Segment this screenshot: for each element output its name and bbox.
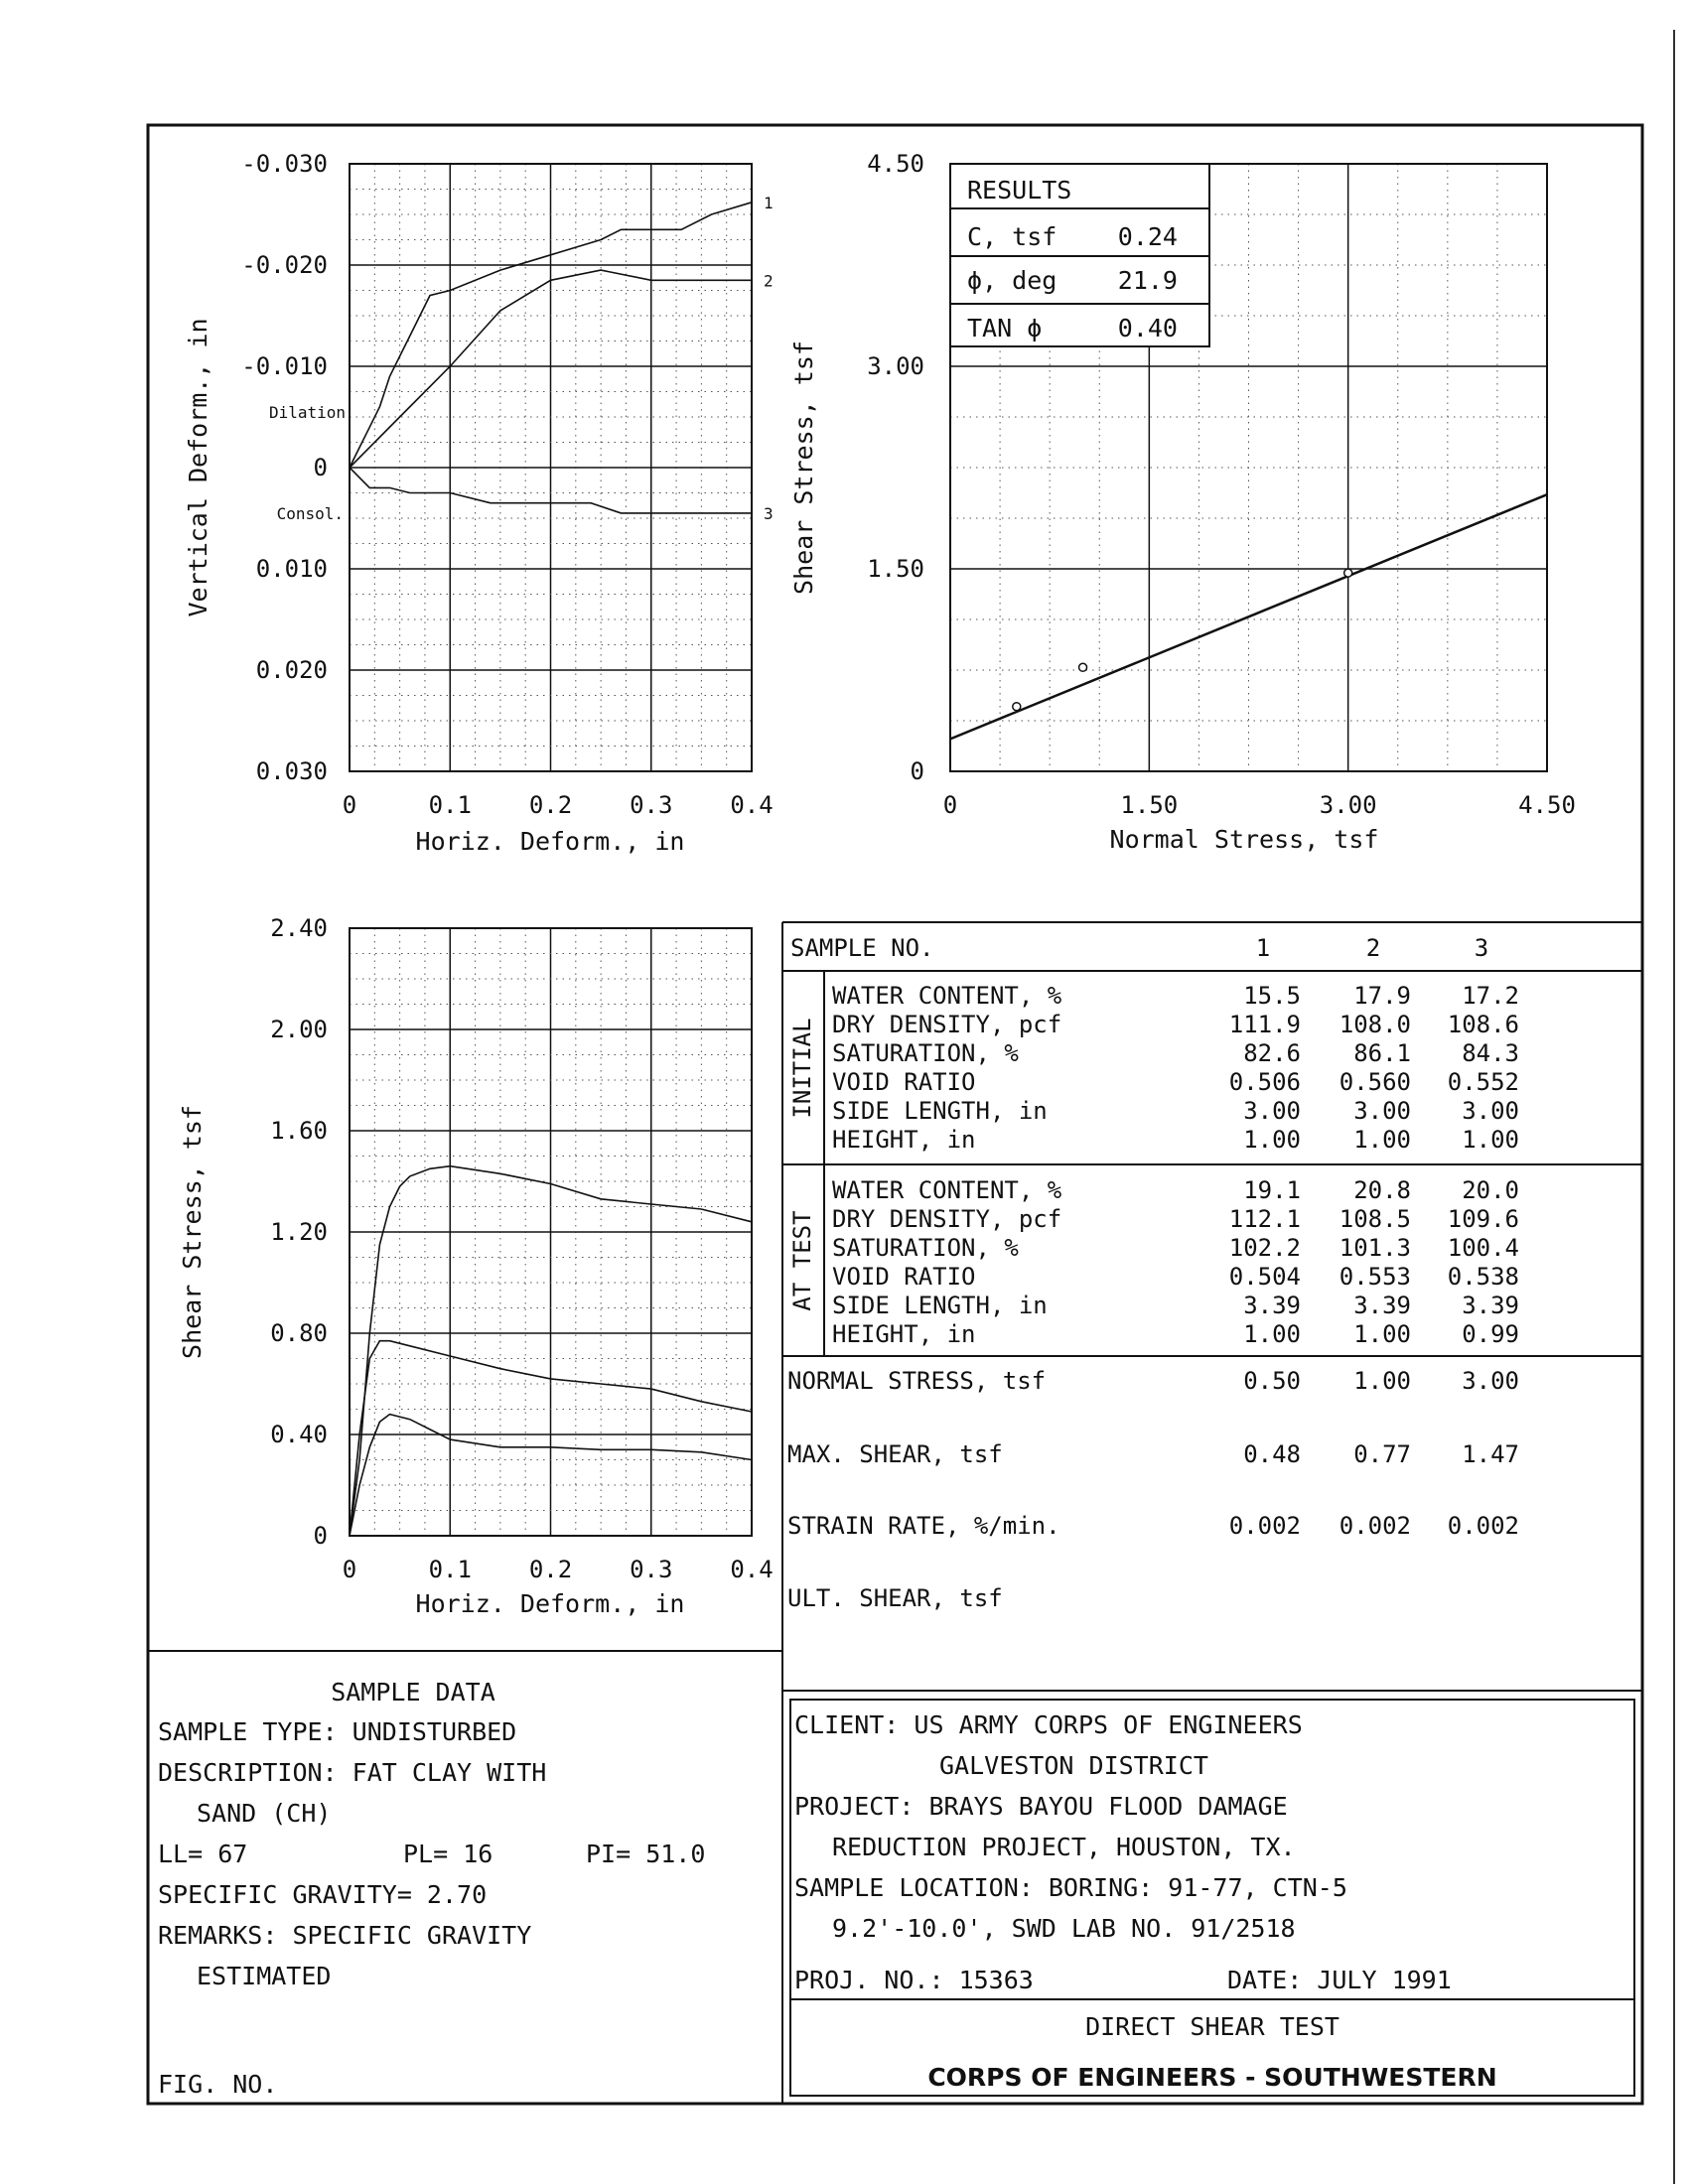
initial-row-value: 1.00 — [1462, 1126, 1519, 1154]
initial-row-value: 111.9 — [1228, 1011, 1301, 1038]
client-line-2: GALVESTON DISTRICT — [939, 1751, 1208, 1780]
y-tick-label: 1.60 — [270, 1117, 328, 1145]
x-tick-label: 0.4 — [730, 1556, 774, 1583]
summary-row-label: MAX. SHEAR, tsf — [787, 1440, 1003, 1468]
shear-stress-chart — [178, 914, 774, 1618]
y-tick-label: 0.030 — [255, 757, 328, 785]
y-tick-label: 0 — [313, 454, 328, 481]
initial-row-value: 3.00 — [1462, 1097, 1519, 1125]
summary-row-value: 3.00 — [1462, 1367, 1519, 1395]
x-tick-label: 0 — [942, 791, 958, 819]
results-c-label: C, tsf — [967, 222, 1058, 251]
y-tick-label: 0.020 — [255, 656, 328, 684]
y-tick-label: -0.020 — [241, 251, 328, 279]
summary-row-value: 0.50 — [1243, 1367, 1301, 1395]
summary-row-value: 0.002 — [1339, 1512, 1411, 1540]
data-point — [1079, 663, 1087, 671]
title-block — [790, 1700, 1634, 2096]
at-test-row-value: 100.4 — [1447, 1234, 1519, 1262]
summary-row-label: ULT. SHEAR, tsf — [787, 1584, 1003, 1612]
y-tick-label: 4.50 — [867, 150, 924, 178]
y-tick-label: 0 — [910, 757, 924, 785]
initial-row-label: SATURATION, % — [832, 1039, 1019, 1067]
data-point — [1344, 569, 1352, 577]
summary-row-value: 0.48 — [1243, 1440, 1301, 1468]
sample-data-block — [158, 1678, 705, 2099]
initial-row-value: 1.00 — [1243, 1126, 1301, 1154]
initial-row-label: DRY DENSITY, pcf — [832, 1011, 1062, 1038]
results-tan-value: 0.40 — [1117, 314, 1178, 342]
at-test-rows — [832, 1176, 1519, 1348]
summary-row-value: 0.002 — [1447, 1512, 1519, 1540]
remarks-line-1: REMARKS: SPECIFIC GRAVITY — [158, 1921, 532, 1950]
consol-annotation: Consol. — [276, 504, 344, 523]
fit-line — [950, 494, 1547, 739]
initial-row-value: 84.3 — [1462, 1039, 1519, 1067]
at-test-row-value: 102.2 — [1228, 1234, 1301, 1262]
x-tick-label: 0.3 — [630, 1556, 673, 1583]
chart-grid — [350, 928, 752, 1536]
summary-row-label: STRAIN RATE, %/min. — [787, 1512, 1060, 1540]
x-axis-label: Horiz. Deform., in — [415, 1589, 685, 1618]
y-tick-label: -0.010 — [241, 352, 328, 380]
at-test-row-value: 108.5 — [1339, 1205, 1411, 1233]
sample-no-label: SAMPLE NO. — [790, 934, 934, 962]
initial-row-label: HEIGHT, in — [832, 1126, 976, 1154]
y-tick-label: 1.20 — [270, 1218, 328, 1246]
y-tick-label: 2.40 — [270, 914, 328, 942]
x-axis-label: Horiz. Deform., in — [415, 827, 685, 856]
initial-rows — [832, 982, 1519, 1154]
summary-row-label: NORMAL STRESS, tsf — [787, 1367, 1047, 1395]
x-tick-label: 0.3 — [630, 791, 673, 819]
dilation-annotation: Dilation — [268, 403, 346, 422]
summary-row-value: 1.47 — [1462, 1440, 1519, 1468]
sample-data-title: SAMPLE DATA — [331, 1678, 495, 1706]
description-line-2: SAND (CH) — [197, 1799, 332, 1828]
series-label: 1 — [764, 193, 774, 212]
x-axis-label: Normal Stress, tsf — [1109, 825, 1379, 854]
results-c-value: 0.24 — [1117, 222, 1178, 251]
at-test-row-label: HEIGHT, in — [832, 1320, 976, 1348]
test-name: DIRECT SHEAR TEST — [1085, 2012, 1340, 2041]
initial-row-value: 17.2 — [1462, 982, 1519, 1010]
initial-row-value: 17.9 — [1353, 982, 1411, 1010]
at-test-row-value: 1.00 — [1243, 1320, 1301, 1348]
initial-row-value: 15.5 — [1243, 982, 1301, 1010]
at-test-row-value: 0.99 — [1462, 1320, 1519, 1348]
summary-rows — [787, 1367, 1519, 1612]
initial-row-value: 3.00 — [1353, 1097, 1411, 1125]
initial-group-label: INITIAL — [788, 1018, 816, 1119]
at-test-row-label: SIDE LENGTH, in — [832, 1292, 1048, 1319]
failure-envelope-chart — [789, 150, 1576, 854]
initial-row-value: 0.506 — [1228, 1068, 1301, 1096]
y-tick-label: -0.030 — [241, 150, 328, 178]
y-tick-label: 3.00 — [867, 352, 924, 380]
initial-row-value: 0.552 — [1447, 1068, 1519, 1096]
summary-row-value: 0.002 — [1228, 1512, 1301, 1540]
at-test-row-value: 3.39 — [1462, 1292, 1519, 1319]
at-test-row-value: 3.39 — [1353, 1292, 1411, 1319]
summary-row-value: 0.77 — [1353, 1440, 1411, 1468]
initial-row-value: 108.0 — [1339, 1011, 1411, 1038]
point-group — [1013, 569, 1352, 711]
location-line-2: 9.2'-10.0', SWD LAB NO. 91/2518 — [832, 1914, 1296, 1943]
vertical-deformation-chart — [184, 150, 774, 856]
at-test-row-value: 0.504 — [1228, 1263, 1301, 1291]
plasticity-index: PI= 51.0 — [586, 1840, 706, 1868]
fit-line-group — [950, 494, 1547, 739]
summary-row-value: 1.00 — [1353, 1367, 1411, 1395]
at-test-row-value: 19.1 — [1243, 1176, 1301, 1204]
x-tick-label: 4.50 — [1518, 791, 1576, 819]
initial-row-value: 82.6 — [1243, 1039, 1301, 1067]
at-test-row-label: DRY DENSITY, pcf — [832, 1205, 1062, 1233]
y-axis-label: Shear Stress, tsf — [178, 1105, 207, 1359]
plastic-limit: PL= 16 — [403, 1840, 494, 1868]
location-line-1: SAMPLE LOCATION: BORING: 91-77, CTN-5 — [794, 1873, 1347, 1902]
report-date: DATE: JULY 1991 — [1227, 1966, 1452, 1994]
initial-row-value: 0.560 — [1339, 1068, 1411, 1096]
agency-name: CORPS OF ENGINEERS - SOUTHWESTERN — [927, 2063, 1497, 2092]
initial-row-label: WATER CONTENT, % — [832, 982, 1062, 1010]
x-tick-label: 0.1 — [428, 1556, 472, 1583]
results-tan-label: TAN ϕ — [967, 314, 1043, 342]
series-label: 2 — [764, 271, 774, 291]
results-box — [950, 164, 1209, 346]
at-test-row-label: VOID RATIO — [832, 1263, 976, 1291]
x-tick-label: 0.4 — [730, 791, 774, 819]
at-test-row-value: 112.1 — [1228, 1205, 1301, 1233]
initial-row-value: 1.00 — [1353, 1126, 1411, 1154]
x-tick-label: 0 — [342, 791, 357, 819]
liquid-limit: LL= 67 — [158, 1840, 248, 1868]
initial-row-value: 86.1 — [1353, 1039, 1411, 1067]
tick-labels — [241, 150, 773, 819]
y-tick-label: 0.010 — [255, 555, 328, 583]
project-number: PROJ. NO.: 15363 — [794, 1966, 1034, 1994]
at-test-row-label: SATURATION, % — [832, 1234, 1019, 1262]
at-test-row-value: 0.538 — [1447, 1263, 1519, 1291]
tick-labels — [270, 914, 773, 1583]
client-line-1: CLIENT: US ARMY CORPS OF ENGINEERS — [794, 1710, 1303, 1739]
at-test-group-label: AT TEST — [788, 1210, 816, 1311]
initial-row-label: VOID RATIO — [832, 1068, 976, 1096]
fig-no: FIG. NO. — [158, 2070, 278, 2099]
at-test-row-value: 109.6 — [1447, 1205, 1519, 1233]
results-phi-label: ϕ, deg — [967, 266, 1058, 295]
initial-row-value: 108.6 — [1447, 1011, 1519, 1038]
y-tick-label: 0.40 — [270, 1421, 328, 1448]
sample-col-1: 1 — [1255, 934, 1271, 962]
at-test-row-value: 0.553 — [1339, 1263, 1411, 1291]
y-tick-label: 0.80 — [270, 1319, 328, 1347]
y-axis-label: Vertical Deform., in — [184, 318, 212, 617]
sample-col-3: 3 — [1474, 934, 1489, 962]
at-test-row-value: 1.00 — [1353, 1320, 1411, 1348]
project-line-2: REDUCTION PROJECT, HOUSTON, TX. — [832, 1833, 1296, 1861]
x-tick-label: 0 — [342, 1556, 357, 1583]
description-line-1: DESCRIPTION: FAT CLAY WITH — [158, 1758, 547, 1787]
initial-row-value: 3.00 — [1243, 1097, 1301, 1125]
sample-type: SAMPLE TYPE: UNDISTURBED — [158, 1717, 517, 1746]
at-test-row-value: 20.8 — [1353, 1176, 1411, 1204]
x-tick-label: 3.00 — [1319, 791, 1377, 819]
at-test-row-value: 20.0 — [1462, 1176, 1519, 1204]
sample-col-2: 2 — [1365, 934, 1381, 962]
x-tick-label: 0.1 — [428, 791, 472, 819]
at-test-row-value: 101.3 — [1339, 1234, 1411, 1262]
project-line-1: PROJECT: BRAYS BAYOU FLOOD DAMAGE — [794, 1792, 1288, 1821]
results-phi-value: 21.9 — [1117, 266, 1178, 295]
at-test-row-label: WATER CONTENT, % — [832, 1176, 1062, 1204]
y-tick-label: 1.50 — [867, 555, 924, 583]
x-tick-label: 1.50 — [1120, 791, 1179, 819]
results-title: RESULTS — [967, 176, 1072, 205]
x-tick-label: 0.2 — [528, 1556, 573, 1583]
remarks-line-2: ESTIMATED — [197, 1962, 332, 1990]
x-tick-label: 0.2 — [528, 791, 573, 819]
y-tick-label: 2.00 — [270, 1016, 328, 1043]
specific-gravity: SPECIFIC GRAVITY= 2.70 — [158, 1880, 488, 1909]
at-test-row-value: 3.39 — [1243, 1292, 1301, 1319]
y-tick-label: 0 — [313, 1522, 328, 1550]
chart-series-group — [350, 194, 774, 523]
y-axis-label: Shear Stress, tsf — [789, 341, 818, 595]
data-point — [1013, 703, 1021, 711]
initial-row-label: SIDE LENGTH, in — [832, 1097, 1048, 1125]
series-label: 3 — [764, 503, 774, 523]
